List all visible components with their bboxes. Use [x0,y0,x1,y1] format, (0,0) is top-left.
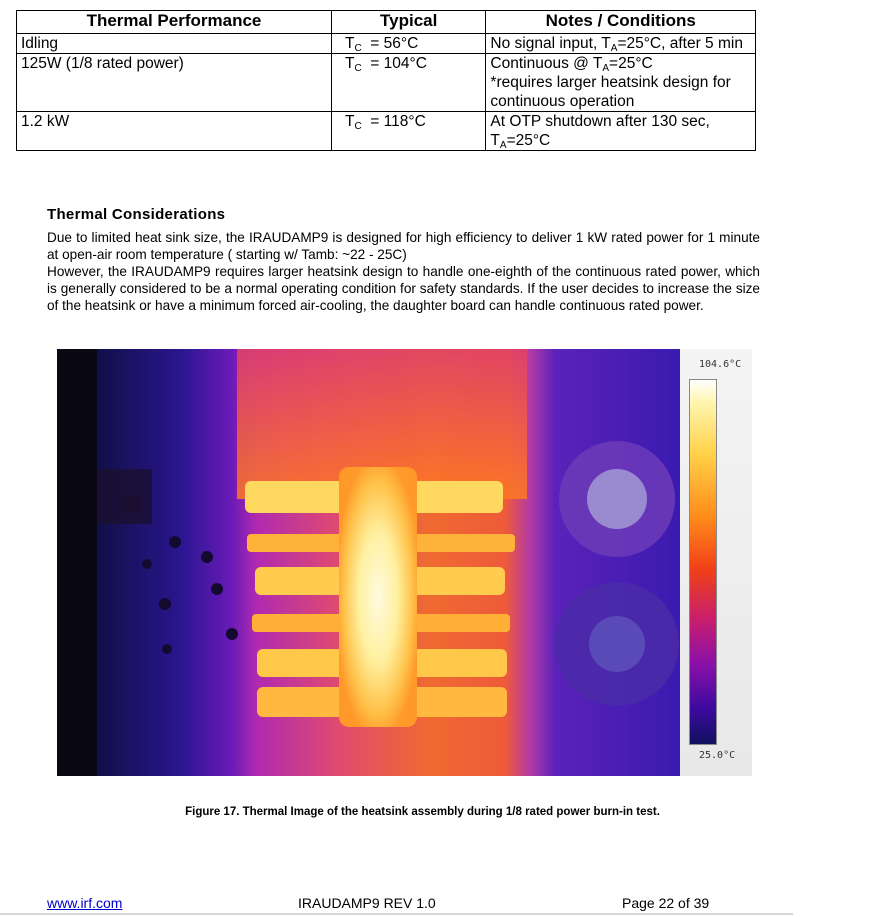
scale-min-label: 25.0°C [699,750,736,761]
typical-cell: $T_C = 56^\circ C$ [331,34,485,54]
notes-cell: No signal input, $T_A=25^\circ C$, after 5 min [486,34,756,54]
table-header-row [17,11,756,34]
figure-caption: Figure 17. Thermal Image of the heatsink assembly during 1/8 rated power burn-in test. [185,806,660,818]
scale-max-label: 104.6°C [699,359,742,370]
footer-document-id: IRAUDAMP9 REV 1.0 [298,895,436,911]
temperature-scale [680,349,752,776]
typical-cell: $T_C = 104^\circ C$ [331,54,485,112]
paragraph-2: However, the IRAUDAMP9 requires larger heatsink design to handle one-eighth of the continuous rated power, which is generally considered to be a normal operating condition for safety standards. If the user decides to increase the size of the heatsink or have a minimum forced air-cooling, the daughter board can handle continuous rated power. [47,264,760,313]
paragraph-1: Due to limited heat sink size, the IRAUDAMP9 is designed for high efficiency to deliver 1 kW rated power for 1 minute at open-air room temperature ( starting w/ Tamb: ~22 - 25C) [47,230,760,262]
condition-cell: 125W (1/8 rated power) [17,54,332,112]
table-row [17,54,756,112]
color-scale-bar [689,379,717,745]
header-thermal-performance: Thermal Performance [17,11,332,34]
footer-page-number: Page 22 of 39 [622,895,710,911]
footer-website-link[interactable]: www.irf.com [47,895,123,911]
footer-divider [0,913,793,915]
header-notes-conditions: Notes / Conditions [486,11,756,34]
section-title: Thermal Considerations [47,206,226,223]
table-row [17,34,756,54]
condition-cell: Idling [17,34,332,54]
condition-cell: 1.2 kW [17,112,332,151]
thermal-image-graphic [57,349,680,776]
notes-cell: At OTP shutdown after 130 sec, $T_A=25^\circ C$ [486,112,756,151]
header-typical: Typical [331,11,485,34]
thermal-image [57,349,752,776]
notes-cell: Continuous @ $T_A=25^\circ C$ *requires larger heatsink design for continuous operation [486,54,756,112]
table-row [17,112,756,151]
typical-cell: $T_C = 118^\circ C$ [331,112,485,151]
thermal-performance-table [16,10,756,151]
